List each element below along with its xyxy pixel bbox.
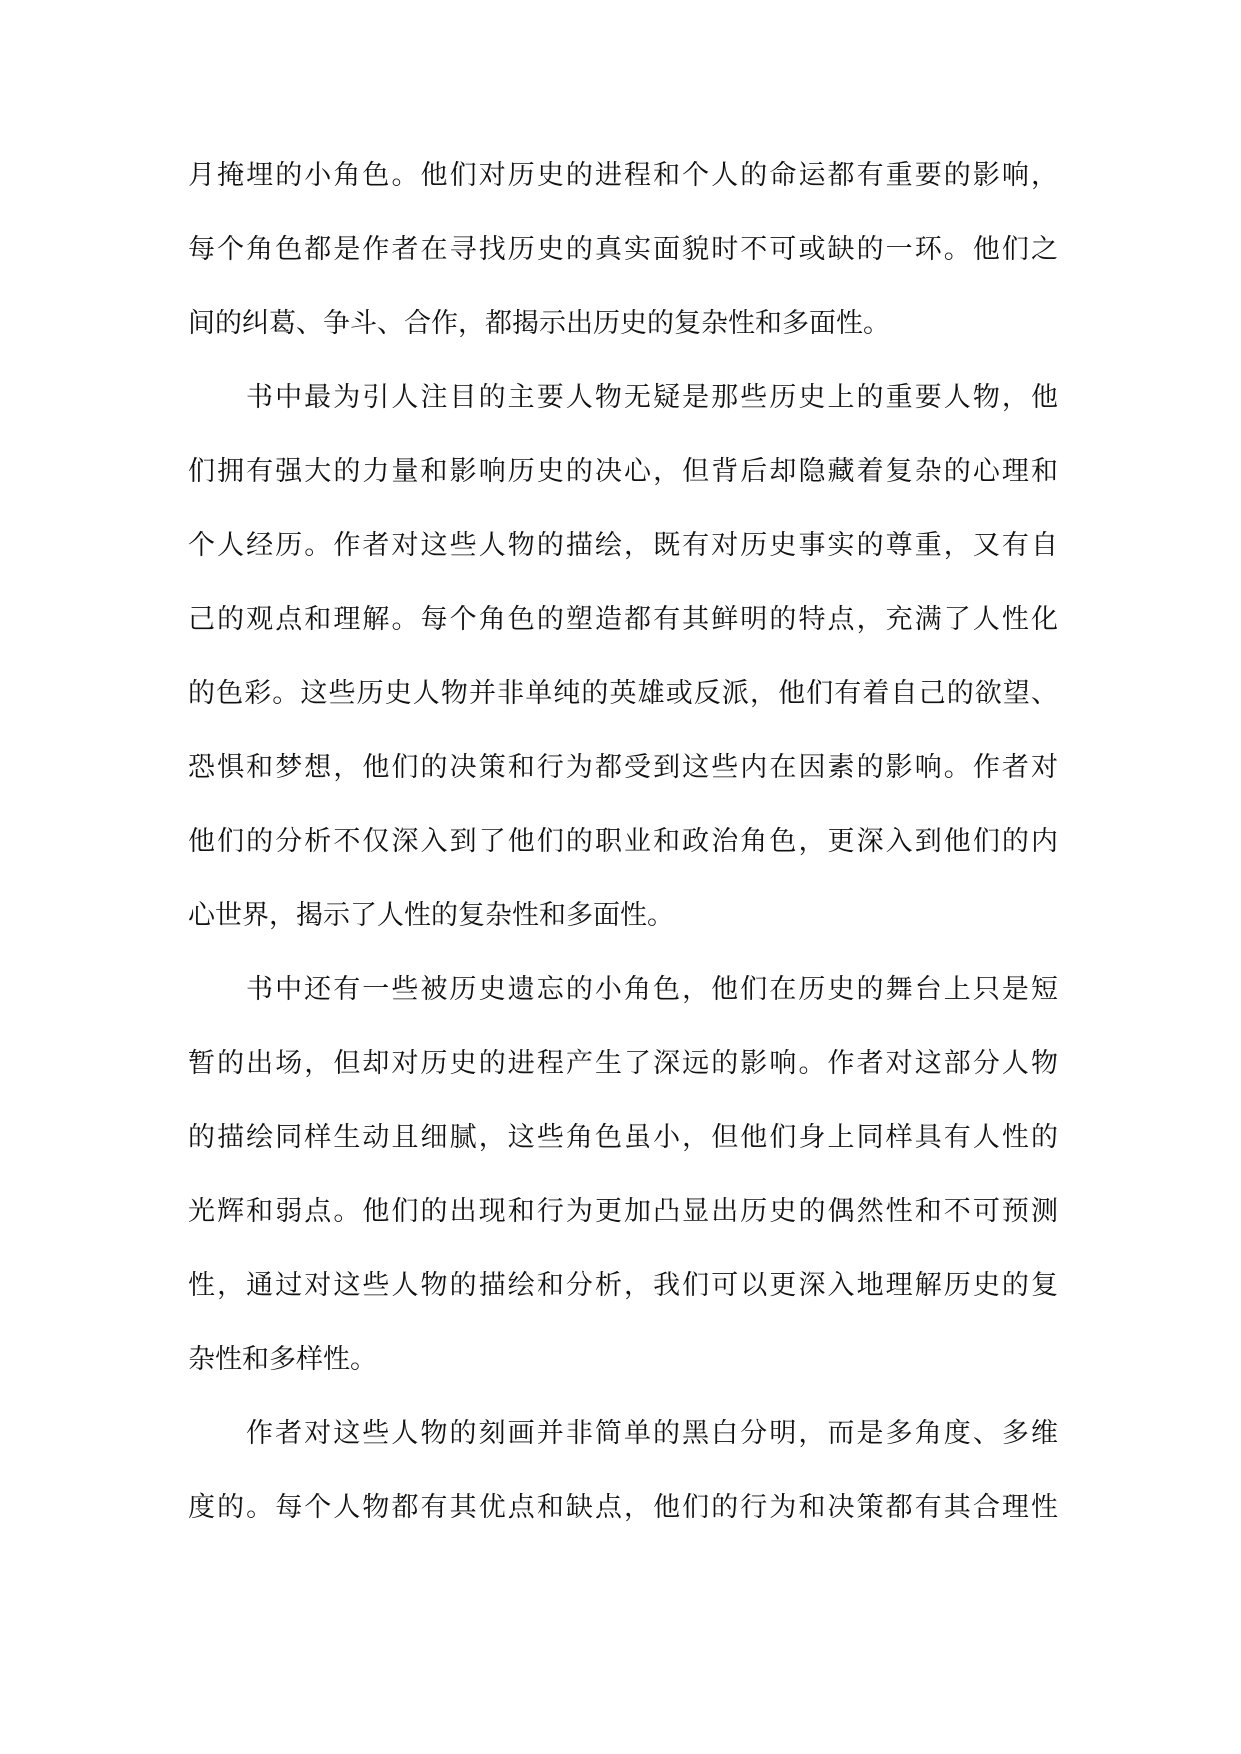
text-line: 杂性和多样性。 bbox=[188, 1344, 377, 1375]
text-line: 每个角色都是作者在寻找历史的真实面貌时不可或缺的一环。他们之 bbox=[188, 234, 1058, 265]
text-line: 光辉和弱点。他们的出现和行为更加凸显出历史的偶然性和不可预测 bbox=[188, 1196, 1058, 1227]
text-line: 心世界，揭示了人性的复杂性和多面性。 bbox=[188, 900, 674, 931]
text-line: 个人经历。作者对这些人物的描绘，既有对历史事实的尊重，又有自 bbox=[188, 530, 1058, 561]
text-line: 们拥有强大的力量和影响历史的决心，但背后却隐藏着复杂的心理和 bbox=[188, 456, 1058, 487]
text-line: 性，通过对这些人物的描绘和分析，我们可以更深入地理解历史的复 bbox=[188, 1270, 1058, 1301]
text-line: 的色彩。这些历史人物并非单纯的英雄或反派，他们有着自己的欲望、 bbox=[188, 678, 1058, 709]
text-line: 的描绘同样生动且细腻，这些角色虽小，但他们身上同样具有人性的 bbox=[188, 1122, 1058, 1153]
text-line: 月掩埋的小角色。他们对历史的进程和个人的命运都有重要的影响， bbox=[188, 160, 1058, 191]
text-line: 间的纠葛、争斗、合作，都揭示出历史的复杂性和多面性。 bbox=[188, 308, 890, 339]
text-line: 己的观点和理解。每个角色的塑造都有其鲜明的特点，充满了人性化 bbox=[188, 604, 1058, 635]
text-line: 恐惧和梦想，他们的决策和行为都受到这些内在因素的影响。作者对 bbox=[188, 752, 1058, 783]
text-line: 暂的出场，但却对历史的进程产生了深远的影响。作者对这部分人物 bbox=[188, 1048, 1058, 1079]
body-text bbox=[188, 139, 1058, 1545]
text-line: 书中最为引人注目的主要人物无疑是那些历史上的重要人物，他 bbox=[246, 382, 1058, 413]
text-line: 书中还有一些被历史遗忘的小角色，他们在历史的舞台上只是短 bbox=[246, 974, 1058, 1005]
text-line: 度的。每个人物都有其优点和缺点，他们的行为和决策都有其合理性 bbox=[188, 1492, 1058, 1523]
text-line: 作者对这些人物的刻画并非简单的黑白分明，而是多角度、多维 bbox=[246, 1418, 1058, 1449]
text-line: 他们的分析不仅深入到了他们的职业和政治角色，更深入到他们的内 bbox=[188, 826, 1058, 857]
